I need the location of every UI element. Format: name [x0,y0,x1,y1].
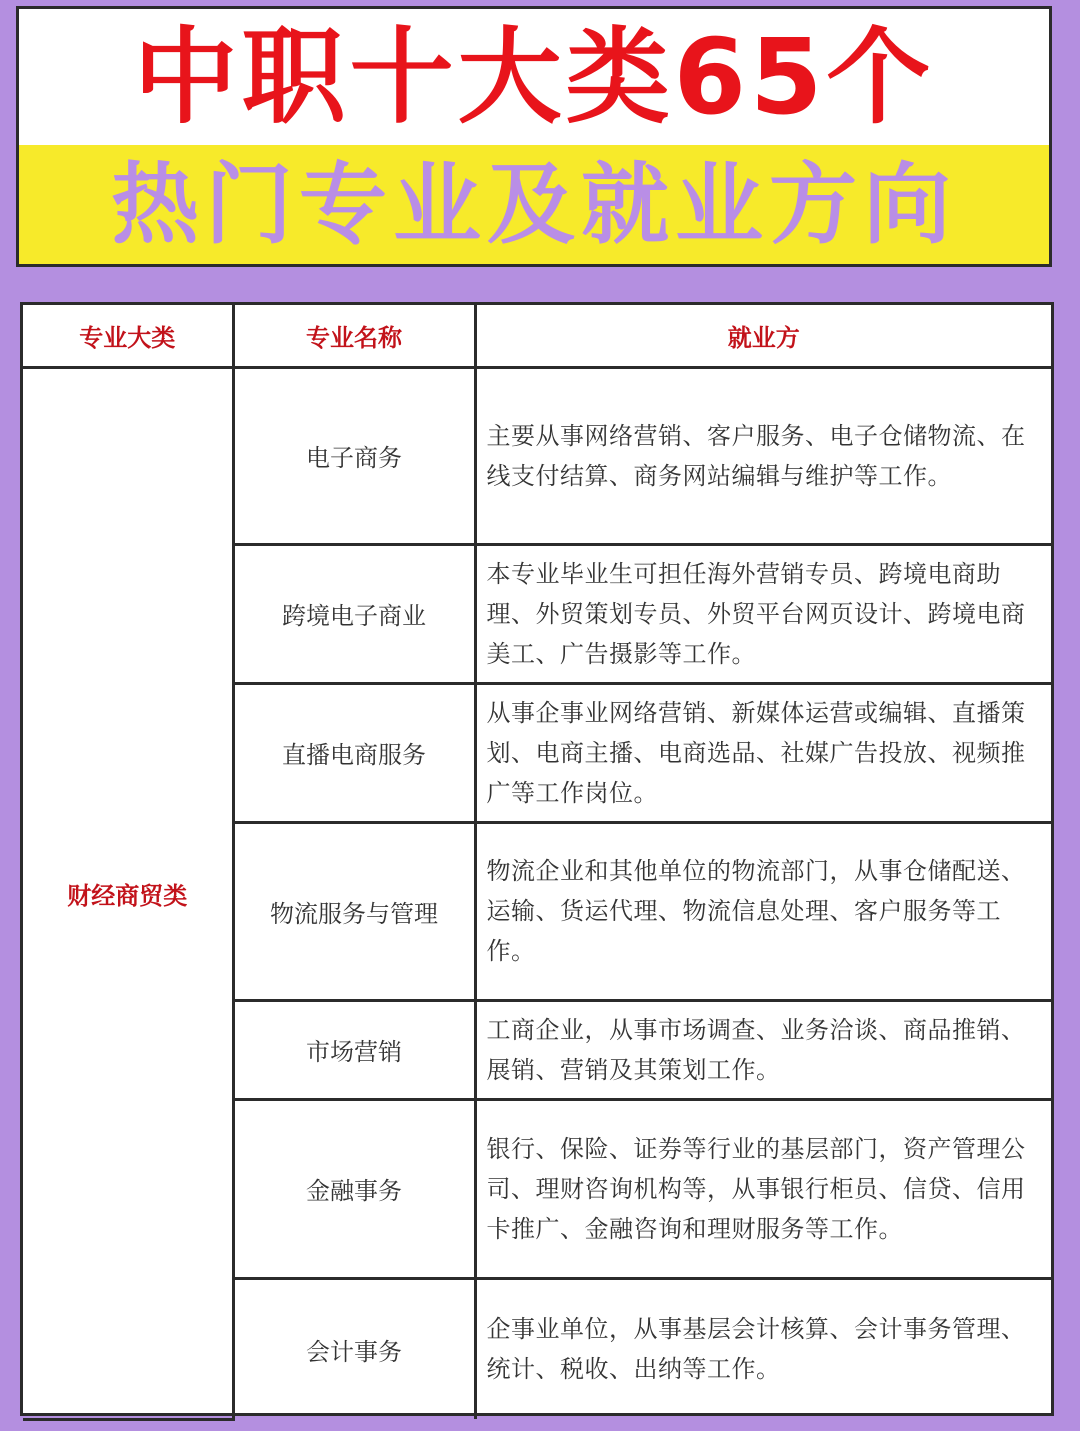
header-employment: 就业方 [475,305,1051,367]
table-row [23,367,1051,544]
title-banner [16,6,1052,267]
title-area [19,9,1049,145]
page-title: 中职十大类65个 [133,16,935,138]
major-name-cell: 直播电商服务 [233,683,475,822]
major-name-cell: 电子商务 [233,367,475,544]
majors-table [20,302,1054,1416]
major-name-cell: 跨境电子商业 [233,544,475,683]
page-subtitle: 热门专业及就业方向 [110,152,957,256]
major-name-cell: 会计事务 [233,1278,475,1419]
major-name-cell: 市场营销 [233,1000,475,1099]
major-name-cell: 物流服务与管理 [233,822,475,1000]
employment-cell: 从事企事业网络营销、新媒体运营或编辑、直播策划、电商主播、电商选品、社媒广告投放、视频推广等工作岗位。 [475,683,1051,822]
subtitle-area [19,145,1049,264]
employment-cell: 主要从事网络营销、客户服务、电子仓储物流、在线支付结算、商务网站编辑与维护等工作。 [475,367,1051,544]
employment-cell: 本专业毕业生可担任海外营销专员、跨境电商助理、外贸策划专员、外贸平台网页设计、跨境电商美工、广告摄影等工作。 [475,544,1051,683]
major-name-cell: 金融事务 [233,1099,475,1278]
majors-table-grid [23,305,1051,1421]
header-category: 专业大类 [23,305,233,367]
employment-cell: 银行、保险、证券等行业的基层部门，资产管理公司、理财咨询机构等，从事银行柜员、信贷、信用卡推广、金融咨询和理财服务等工作。 [475,1099,1051,1278]
employment-cell: 物流企业和其他单位的物流部门，从事仓储配送、运输、货运代理、物流信息处理、客户服务等工作。 [475,822,1051,1000]
employment-cell: 企事业单位，从事基层会计核算、会计事务管理、统计、税收、出纳等工作。 [475,1278,1051,1419]
table-header-row [23,305,1051,367]
header-major-name: 专业名称 [233,305,475,367]
category-cell: 财经商贸类 [23,367,233,1419]
employment-cell: 工商企业，从事市场调查、业务洽谈、商品推销、展销、营销及其策划工作。 [475,1000,1051,1099]
